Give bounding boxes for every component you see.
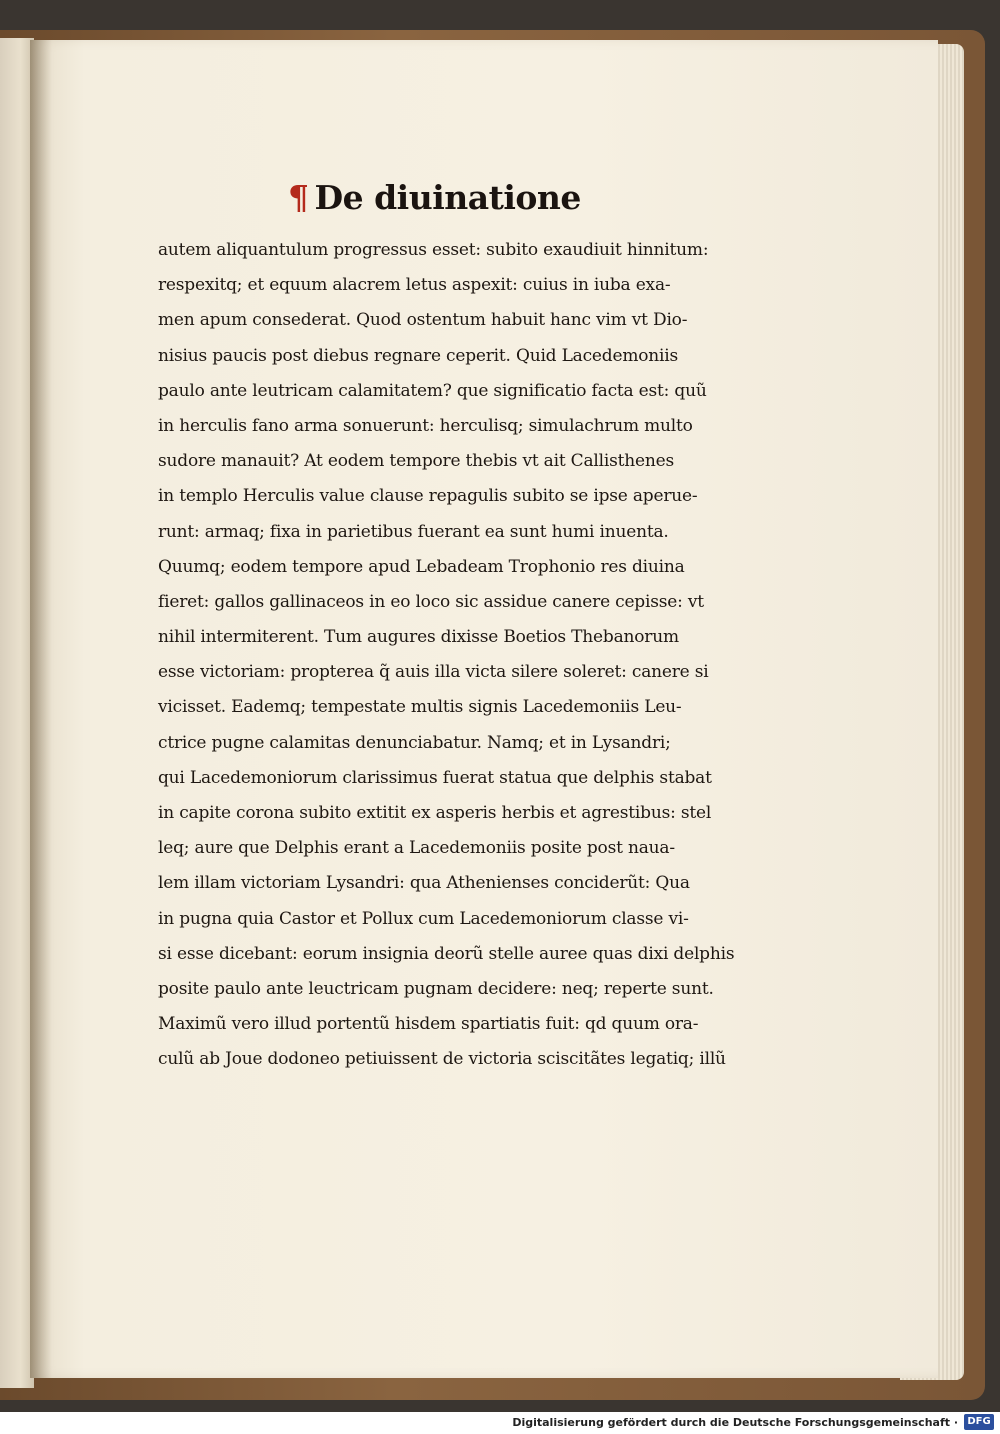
text-line: ctrice pugne calamitas denunciabatur. Namq; et in Lysandri;	[158, 732, 671, 753]
text-line: vicisset. Eademq; tempestate multis signis Lacedemoniis Leu-	[158, 697, 682, 718]
text-line: in templo Herculis value clause repagulis subito se ipse aperue-	[158, 486, 698, 507]
text-line: men apum consederat. Quod ostentum habuit hanc vim vt Dio-	[158, 310, 688, 331]
text-line: leq; aure que Delphis erant a Lacedemoniis posite post naua-	[158, 838, 675, 859]
text-line: posite paulo ante leuctricam pugnam decidere: neq; reperte sunt.	[158, 978, 714, 999]
text-line: nisius paucis post diebus regnare ceperit. Quid Lacedemoniis	[158, 345, 679, 366]
rubric-pilcrow: ¶	[288, 178, 309, 217]
text-line: lem illam victoriam Lysandri: qua Athenienses conciderũt: Qua	[158, 873, 690, 894]
text-line: culũ ab Joue dodoneo petiuissent de victoria sciscitãtes legatiq; illũ	[158, 1049, 726, 1070]
heading-text: De diuinatione	[314, 178, 581, 217]
text-line: respexitq; et equum alacrem letus aspexit: cuius in iuba exa-	[158, 275, 671, 296]
text-line: nihil intermiterent. Tum augures dixisse Boetios Thebanorum	[158, 627, 679, 648]
text-line: in capite corona subito extitit ex asperis herbis et agrestibus: stel	[158, 803, 712, 823]
text-line: runt: armaq; fixa in parietibus fuerant ea sunt humi inuenta.	[158, 521, 669, 542]
dfg-logo[interactable]: DFG	[964, 1414, 994, 1430]
text-line: Quumq; eodem tempore apud Lebadeam Trophonio res diuina	[158, 556, 685, 577]
text-line: in pugna quia Castor et Pollux cum Lacedemoniorum classe vi-	[158, 908, 689, 929]
page-heading	[288, 178, 581, 222]
text-line: autem aliquantulum progressus esset: subito exaudiuit hinnitum:	[158, 240, 709, 260]
footer-bar	[0, 1412, 1000, 1434]
text-line: paulo ante leutricam calamitatem? que significatio facta est: quũ	[158, 380, 707, 401]
text-line: sudore manauit? At eodem tempore thebis vt ait Callisthenes	[158, 451, 675, 472]
text-line: Maximũ vero illud portentũ hisdem spartiatis fuit: qd quum ora-	[158, 1014, 699, 1035]
text-line: esse victoriam: propterea q̃ auis illa victa silere soleret: canere si	[158, 662, 709, 683]
text-line: si esse dicebant: eorum insignia deorũ stelle auree quas dixi delphis	[158, 943, 735, 964]
text-line: fieret: gallos gallinaceos in eo loco sic assidue canere cepisse: vt	[158, 591, 704, 612]
funding-credit: Digitalisierung gefördert durch die Deutsche Forschungsgemeinschaft ·	[512, 1416, 958, 1429]
text-line: in herculis fano arma sonuerunt: herculisq; simulachrum multo	[158, 415, 693, 436]
text-block	[158, 233, 735, 1078]
facing-page-edge	[0, 38, 34, 1388]
text-line: qui Lacedemoniorum clarissimus fuerat statua que delphis stabat	[158, 767, 712, 788]
gutter-shadow	[30, 40, 52, 1378]
